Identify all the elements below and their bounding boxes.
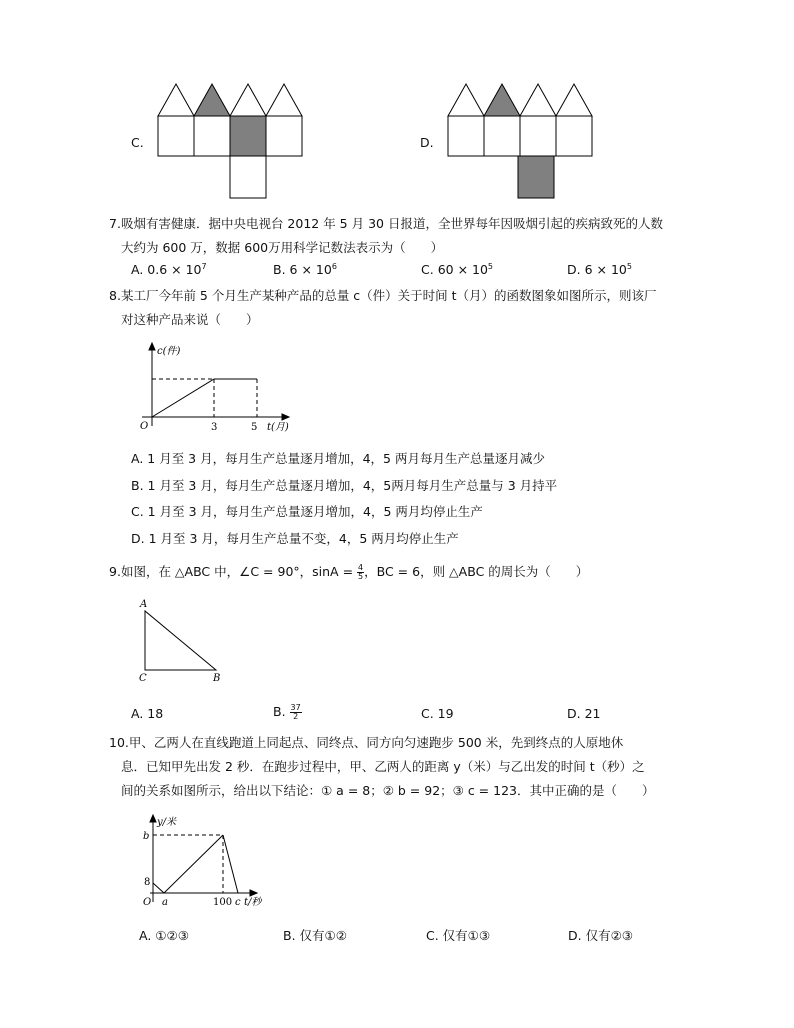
q7-option-d: D. $6 \times 10^5$: [567, 261, 632, 277]
q10-graph: [140, 812, 270, 912]
rising-segment: [152, 379, 214, 417]
q8-option-d: D. 1 月至 3 月，每月生产总量不变，4，5 两月均停止生产: [131, 531, 459, 546]
roof-2-shaded: [194, 84, 230, 116]
q7-line2: 大约为 600 万，数据 600万用科学记数法表示为（ ）: [121, 240, 444, 255]
x-axis-label: t(月): [267, 422, 289, 433]
square-3: [520, 116, 556, 156]
square-2: [194, 116, 230, 156]
x-axis-label: t/秒: [244, 897, 262, 908]
roof-4: [556, 84, 592, 116]
q9-text-pre: 如图，在 △ABC 中，∠C = 90°，sinA =: [120, 564, 358, 579]
q9-text-post: ，BC = 6，则 △ABC 的周长为（ ）: [364, 564, 589, 579]
q7-text-1: 吸烟有害健康．据中央电视台 2012 年 5 月 30 日报道，全世界每年因吸烟引起的疾病致死的人数: [120, 216, 663, 231]
option-c-label: C.: [131, 135, 144, 150]
vertex-c: C: [139, 673, 147, 684]
square-1: [448, 116, 484, 156]
roof-2-shaded: [484, 84, 520, 116]
y-axis-label: y/米: [157, 817, 177, 828]
q7-option-b: B. $6 \times 10^6$: [273, 261, 337, 277]
origin-label: O: [140, 421, 149, 432]
net-figure-d: [440, 80, 600, 202]
square-3-shaded: [230, 116, 266, 156]
eight-label: 8: [144, 877, 151, 888]
q7-line1: [109, 215, 663, 233]
segment-rise: [164, 835, 223, 893]
tick-5: 5: [251, 422, 258, 433]
q8-option-a: A. 1 月至 3 月，每月生产总量逐月增加，4，5 两月每月生产总量逐月减少: [131, 451, 545, 466]
square-1: [158, 116, 194, 156]
vertex-a: A: [140, 599, 148, 610]
q7-option-a: A. $0.6 \times 10^7$: [131, 261, 207, 277]
triangle-shape: [145, 611, 216, 670]
vertex-b: B: [213, 673, 221, 684]
q10-option-b: B. 仅有①②: [283, 928, 347, 943]
q8-line2: 对这种产品来说（ ）: [121, 312, 259, 327]
roof-3: [520, 84, 556, 116]
q8-text-1: 某工厂今年前 5 个月生产某种产品的总量 c（件）关于时间 t（月）的函数图象如图所示，则该厂: [120, 288, 657, 303]
roof-1: [448, 84, 484, 116]
b-label: b: [143, 831, 150, 842]
option-d-label: D.: [420, 135, 434, 150]
segment-decrease: [153, 883, 164, 893]
q10-line2: 息．已知甲先出发 2 秒．在跑步过程中，甲、乙两人的距离 y（米）与乙出发的时间 t（秒）之: [121, 759, 645, 774]
q9-line1: [109, 561, 588, 583]
square-4: [266, 116, 302, 156]
square-bottom-shaded: [518, 156, 554, 198]
square-2: [484, 116, 520, 156]
q10-option-d: D. 仅有②③: [568, 928, 633, 943]
q9-option-d: D. 21: [567, 706, 601, 721]
x-axis-arrow: [250, 890, 257, 896]
q7-option-c: C. $60 \times 10^5$: [421, 261, 494, 277]
y-axis-label: c(件): [157, 346, 181, 357]
q10-line3: 间的关系如图所示，给出以下结论：① a = 8；② b = 92；③ c = 123．其中正确的是（ ）: [121, 783, 655, 798]
q10-line1: [109, 734, 623, 752]
square-bottom: [230, 156, 266, 198]
origin-label: O: [143, 897, 152, 908]
triangle-abc: [134, 596, 234, 686]
square-4: [556, 116, 592, 156]
q10-option-a: A. ①②③: [139, 928, 189, 943]
y-axis-arrow: [149, 343, 155, 350]
q8-graph: [130, 340, 300, 436]
x-axis-arrow: [282, 414, 289, 420]
q10-number: 10.: [109, 735, 129, 750]
q8-option-b: B. 1 月至 3 月，每月生产总量逐月增加，4，5两月每月生产总量与 3 月持平: [131, 478, 558, 493]
sin-fraction: $\frac{4}{5}$: [358, 563, 364, 581]
q7-number: 7.: [109, 216, 121, 231]
q9-option-c: C. 19: [421, 706, 454, 721]
q9-number: 9.: [109, 564, 121, 579]
a-label: a: [162, 897, 168, 908]
q9-option-b: B. $\frac{37}{2}$: [273, 703, 301, 721]
y-axis-arrow: [150, 815, 156, 822]
roof-3: [230, 84, 266, 116]
q8-option-c: C. 1 月至 3 月，每月生产总量逐月增加，4，5 两月均停止生产: [131, 504, 483, 519]
hundred-label: 100: [213, 897, 233, 908]
tick-3: 3: [211, 422, 218, 433]
roof-1: [158, 84, 194, 116]
segment-fall: [223, 835, 238, 893]
q10-text-1: 甲、乙两人在直线跑道上同起点、同终点、同方向匀速跑步 500 米，先到终点的人原地休: [128, 735, 624, 750]
q8-number: 8.: [109, 288, 121, 303]
c-label: c: [235, 897, 241, 908]
b-fraction: $\frac{37}{2}$: [290, 703, 301, 721]
q8-line1: [109, 287, 657, 305]
q10-option-c: C. 仅有①③: [426, 928, 491, 943]
roof-4: [266, 84, 302, 116]
q9-option-a: A. 18: [131, 706, 164, 721]
net-figure-c: [150, 80, 310, 202]
